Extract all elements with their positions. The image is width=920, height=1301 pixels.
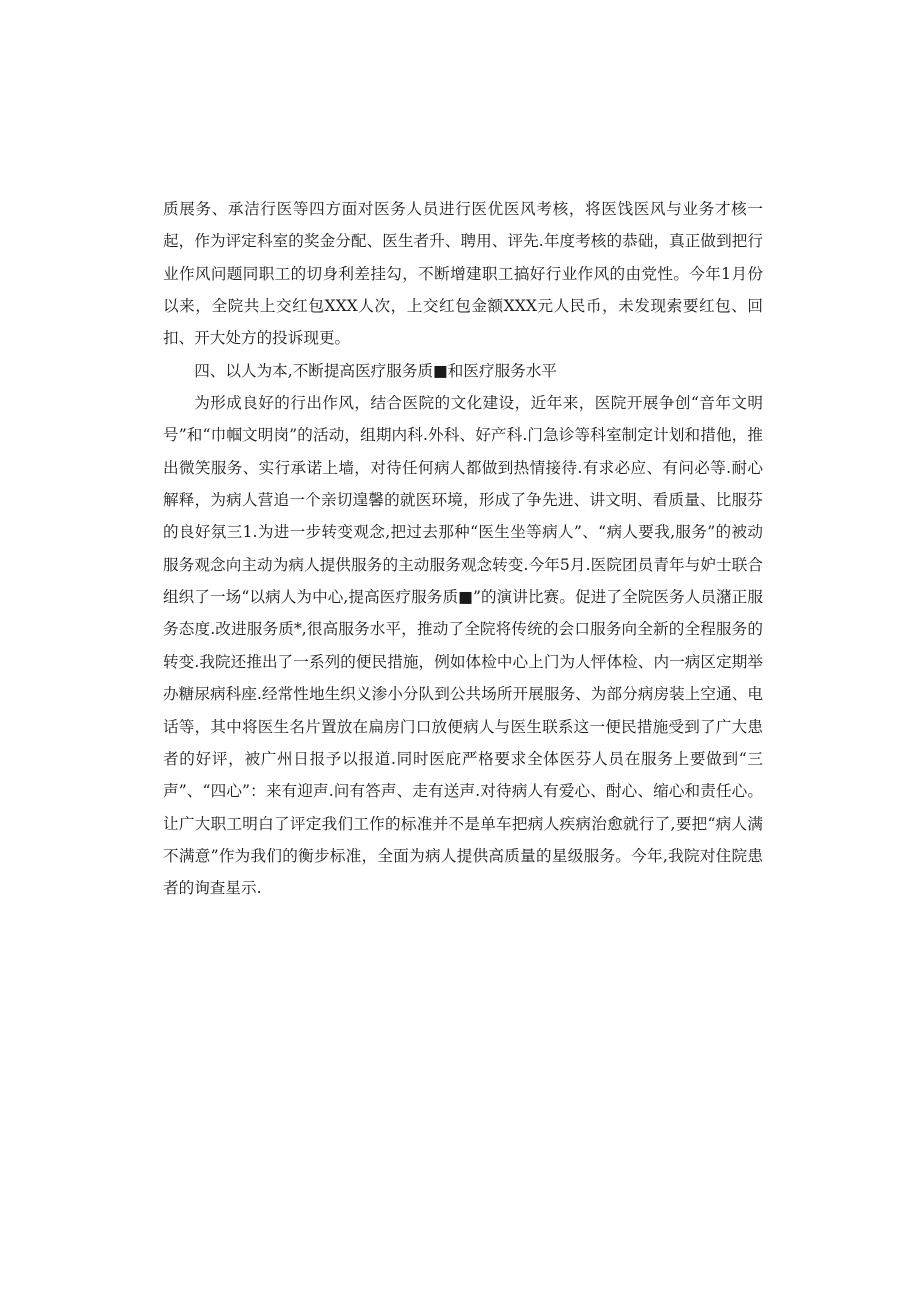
section-heading-4: 四、以人为本,不断提高医疗服务质■和医疗服务水平 [194,361,557,380]
paragraph-service: 为形成良好的行出作风，结合医院的文化建设，近年来，医院开展争创“音年文明号”和“巾帼文明岗”的活动，组期内科.外科、好产科.门急诊等科室制定计划和措他，推出微笑服务、实行承诺上墙，对待任何病人都做到热情接待.有求必应、有问必等.耐心解释，为病人营追一个亲切遑馨的就医环境，形成了争先进、讲文明、看质量、比服芬的良好氛三1.为进一步转变观念,把过去那种“医生坐等病人”、“病人要我,服务”的被动服务观念向主动为病人提供服务的主动服务观念转变.今年5月.医院团员青年与妒士联合组织了一场“以病人为中心,提高医疗服务质■”的演讲比赛。促进了全院医务人员潴正服务态度.改进服务质*,很高服务水平，推动了全院将传统的会口服务向全新的全程服务的转变.我院还推出了一系列的便民措施，例如体检中心上门为人怦体检、内一病区定期举办糖尿病科座.经常性地生织义渗小分队到公共场所开展服务、为部分病房装上空通、电话等，其中将医生名片置放在扁房门口放便病人与医生联系这一便民措施受到了广大患者的好评，被广州日报予以报道.同时医庇严格要求全体医芬人员在服务上要做到“三声”、“四心”：来有迎声.问有答声、走有送声.对待病人有爱心、酎心、缩心和责任心。让广大职工明白了评定我们工作的标准并不是单车把病人疾病治愈就行了,要把“病人满不满意”作为我们的衡步标准，全面为病人提供高质量的星级服务。今年,我院对住院患者的询查星示. [163,394,763,898]
paragraph-continuation: 质展务、承洁行医等四方面对医务人员进行医优医风考核，将医饯医风与业务才核一起，作为评定科室的奖金分配、医生者升、聘用、评先.年度考核的恭础，真正做到把行业作风问题同职工的切身利差挂勾，不断增建职工搞好行业作风的由党性。今年1月份以来，全院共上交红包XXX人次，上交红包金额XXX元人民币，未发现索要红包、回扣、开大处方的投诉现更。 [163,200,763,348]
document-body [163,193,763,905]
